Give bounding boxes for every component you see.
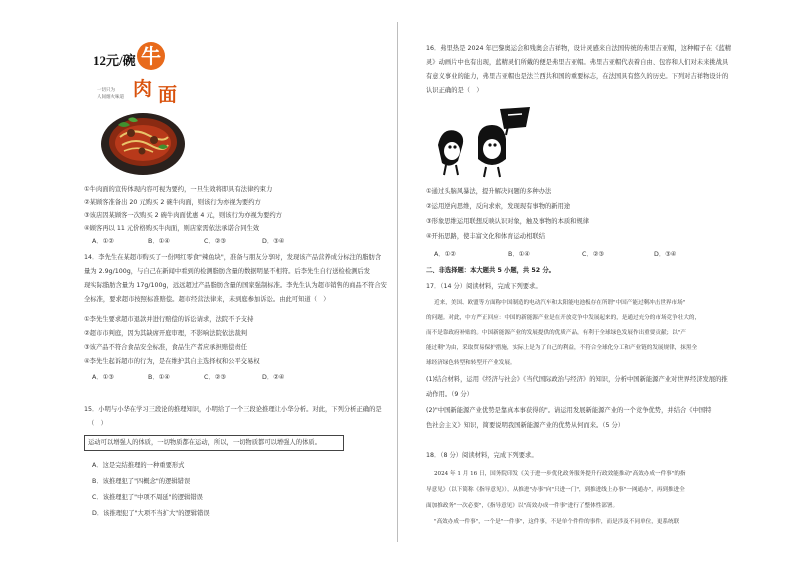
- ad-price: 12元/碗: [93, 53, 136, 68]
- q13-option-2: ②某顾客准备出 20 元购买 2 碗牛肉面，则该行为亦视为要约方: [84, 199, 261, 206]
- q18-material-line-4: "高效办成一件事"，一个是"一件事"，这件事，不是单个件件的事件，而是涉及不同单位，更系统联: [434, 519, 680, 525]
- q15-option-b: B．该推理犯了"四概念"的逻辑错误: [92, 478, 191, 485]
- q17-heading: 17．（14 分）阅读材料，完成下列要求。: [426, 283, 542, 290]
- q16-stem-line-4: 认识正确的是（ ）: [426, 87, 483, 94]
- q16-choice-c: C．②③: [582, 251, 604, 258]
- q16-stem-line-1: 16．弗里热是 2024 年巴黎奥运会和残奥会吉祥物，设计灵感来自法国传统的弗里吉亚帽，这种帽子在《蓝精: [426, 45, 732, 52]
- q16-stem-line-2: 灵》动画片中也有出现，蓝精灵们所戴的便是弗里吉亚帽。弗里吉亚帽代表着自由、包容和人们对未来挑战具: [426, 59, 729, 66]
- q13-choice-b: B．①④: [148, 238, 170, 245]
- q17-material-line-1: 近来，美国、欧盟等方面称中国制造的电动汽车和太阳能电池板存在所谓"中国产能过剩冲击世界市场": [434, 300, 686, 306]
- q14-option-2: ②超市市判庭，因为其缺席开庭审理，不影响法院依法裁判: [84, 330, 248, 337]
- q14-choice-d: D．②④: [262, 374, 285, 381]
- q15-syllogism-text: 运动可以增强人的体质，一切物质都在运动，所以，一切物质都可以增强人的体质。: [88, 439, 321, 446]
- q16-option-2: ②运用逆向思维，反向求索，发现现有事物的新用途: [426, 203, 571, 210]
- q17-task-2-line-1: (2)"中国新能源产业优势是靠真本事获得的"。请运用发展新能源产业的一个竞争优势，并结合《中国特: [426, 407, 712, 414]
- q13-choice-a: A．①②: [92, 238, 114, 245]
- q13-choice-d: D．③④: [262, 238, 285, 245]
- ad-slogan-line-2: 人间烟火味道: [97, 95, 124, 100]
- section-2-heading: 二、非选择题：本大题共 5 小题，共 52 分。: [426, 267, 555, 274]
- q17-task-1-line-1: (1)结合材料，运用《经济与社会》《当代国际政治与经济》的知识，分析中国新能源产业对世界经济发展的推: [426, 376, 728, 383]
- q14-stem-line-4: 全标准，要求超市按照标准赔偿。超市经营法律来，未到庭参加诉讼。由此可知道（ ）: [84, 296, 330, 303]
- q16-choice-a: A．①②: [434, 251, 456, 258]
- ad-slogan-line-1: 一切只为: [97, 88, 115, 93]
- q16-choice-b: B．①④: [508, 251, 530, 258]
- q13-option-1: ①牛肉面的宣传体现内容可视为要约，一旦生效将即具有法律约束力: [84, 186, 273, 193]
- q17-material-line-2: 的问题。对此，中方严正回应：中国的新能源产业是在开放竞争中发展起来的，是通过充分的市场竞争壮大的，: [426, 315, 701, 321]
- q14-option-1: ①李先生要求超市退款并进行赔偿的诉讼请求，法院不予支持: [84, 316, 254, 323]
- q16-stem-line-3: 有意义事业的能力，弗里吉亚帽也是法兰西共和国的重要标志，在法国具有悠久的历史。下列对吉祥物设计的: [426, 73, 729, 80]
- q13-option-3: ③该店因某顾客一次购买 2 碗牛肉面优惠 4 元，则该行为亦视为要约方: [84, 212, 282, 219]
- q15-stem-line-2: （ ）: [88, 420, 107, 427]
- q14-choice-a: A．①③: [92, 374, 114, 381]
- q15-option-a: A．这是完结推理的一种重要形式: [92, 462, 185, 469]
- q17-material-line-3: 而不是靠政府补贴的。中国新能源产业的发展提供的优质产品，有利于全球绿色发展作出重要贡献；以"产: [426, 330, 686, 336]
- q14-choice-c: C．②③: [204, 374, 226, 381]
- q14-stem-line-2: 量为 2.9g/100g，与自己在新闻中看到的检测脂肪含量的数据明显不相符。后李先生自行送检检测后发: [84, 268, 371, 275]
- q18-material-line-1: 2024 年 1 月 16 日，国务院印发《关于进一步优化政务服务提升行政效能推动"高效办成一件事"的指: [434, 471, 686, 477]
- q14-stem-line-1: 14．李先生在某超市购买了一份网红零食"辣鱼块"，准备与朋友分享时，发现该产品营养成分标注的脂肪含: [84, 254, 382, 261]
- mascot-illustration: [430, 105, 540, 180]
- ad-title-char-2: 肉: [133, 78, 153, 100]
- q14-stem-line-3: 现实际脂肪含量为 17g/100g，远远超过产品脂肪含量的国家强制标准。李先生认为超市销售的商品不符合安: [84, 282, 387, 289]
- q14-option-3: ③该产品不符合食品安全标准，食品生产者应承担赔偿责任: [84, 344, 248, 351]
- q17-material-line-4: 能过剩"为由，采取贸易保护措施，实际上是为了自己的利益，不符合全球化分工和产业链的发展规律，抹黑全: [426, 345, 698, 351]
- q16-option-4: ④开拓思路，使丰富文化和体育运动相联结: [426, 233, 545, 240]
- q18-material-line-2: 导意见》（以下简称《指导意见》），从推进"办事"向"只进一门"，到推进线上办事"一网通办"，再到推进全: [426, 487, 685, 493]
- q13-option-4: ④顾客再以 11 元价格购买牛肉面，则店家需依法承诺合同生效: [84, 225, 260, 232]
- q13-choice-c: C．②③: [204, 238, 226, 245]
- q15-option-d: D．该推理犯了"大项不当扩大"的逻辑错误: [92, 510, 210, 517]
- q16-option-1: ①通过头脑风暴法，提升解决问题的多种办法: [426, 188, 552, 195]
- noodle-bowl-image: [98, 107, 188, 177]
- ad-title-char-1: 牛: [141, 44, 161, 68]
- q17-task-2-line-2: 色社会主义》知识，简要说明我国新能源产业的优势从何而来。（5 分）: [426, 422, 625, 429]
- q17-task-1-line-2: 动作用。（9 分）: [426, 391, 473, 398]
- q16-option-3: ③形象思维运用联想反映认识对象，触及事物的本质和规律: [426, 218, 590, 225]
- q14-choice-b: B．①④: [148, 374, 170, 381]
- q15-stem-line-1: 15．小明与小华在学习三段论的推理知识，小明给了一个三段论推理让小华分析。对此，下列分析正确的是: [84, 406, 382, 413]
- q14-option-4: ④李先生起诉超市的行为，是在维护其自主选择权和公平交易权: [84, 358, 260, 365]
- q15-option-c: C．该推理犯了"中项不周延"的逻辑错误: [92, 494, 203, 501]
- q18-material-line-3: 面加推政务"一次必要"，《指导意见》以"高效办成一件事"进行了整体性部署。: [426, 503, 619, 509]
- q17-material-line-5: 球经济绿色转型和转型开产业发展。: [426, 360, 516, 366]
- q18-heading: 18．（8 分）阅读材料，完成下列要求。: [426, 452, 538, 459]
- ad-title-char-3: 面: [158, 84, 178, 106]
- q16-choice-d: D．③④: [654, 251, 677, 258]
